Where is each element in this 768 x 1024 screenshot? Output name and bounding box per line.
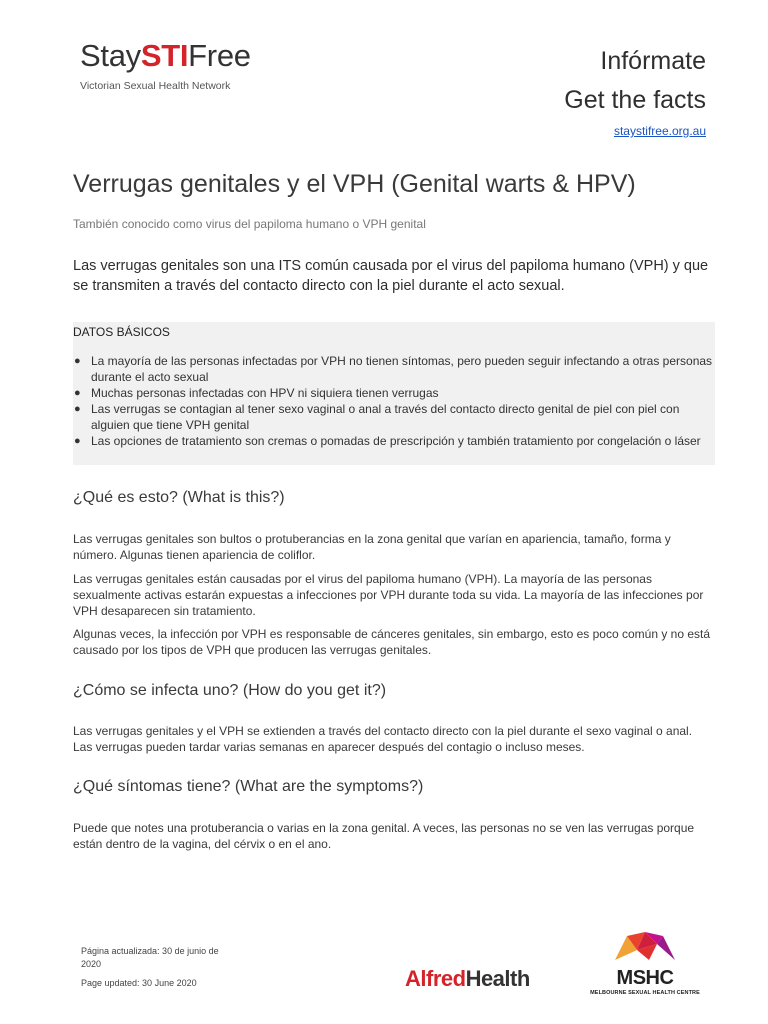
alfred-health-logo: AlfredHealth <box>405 966 530 991</box>
section-paragraph: Las verrugas genitales están causadas por el virus del papiloma humano (VPH). La mayoría de las personas sexualmente activas estarán expuestas a infecciones por VPH durante toda su vida. La mayoría de las infecciones por VPH desaparecen sin tratamiento. <box>73 572 704 618</box>
logo-subtitle: Victorian Sexual Health Network <box>80 80 231 92</box>
mshc-name: MSHC <box>616 967 674 989</box>
updated-date-es: Página actualizada: 30 de junio de 2020 <box>81 946 219 969</box>
section-paragraph: Las verrugas genitales y el VPH se extienden a través del contacto directo con la piel durante el sexo vaginal o anal. Las verrugas pueden tardar varias semanas en aparecer después del contagio o incluso meses. <box>73 724 693 754</box>
section-paragraph: Puede que notes una protuberancia o varias en la zona genital. A veces, las personas no se ven las verrugas porque están dentro de la vagina, del cérvix o en el ano. <box>73 821 695 851</box>
facts-list-item: ● Las verrugas se contagian al tener sexo vaginal o anal a través del contacto directo genital de piel con piel con alguien que tiene VPH genital <box>74 402 680 432</box>
facts-list-item: ● La mayoría de las personas infectadas por VPH no tienen síntomas, pero pueden seguir infectando a otras personas durante el acto sexual <box>74 354 713 384</box>
facts-list-item: ● Las opciones de tratamiento son cremas o pomadas de prescripción y también tratamiento por congelación o láser <box>74 434 701 448</box>
bullet-icon: ● <box>74 355 81 367</box>
section-heading-symptoms: ¿Qué síntomas tiene? (What are the symptoms?) <box>73 778 424 795</box>
bullet-icon: ● <box>74 403 81 415</box>
header-right <box>564 42 706 138</box>
bullet-icon: ● <box>74 387 81 399</box>
intro-paragraph: Las verrugas genitales son una ITS común causada por el virus del papiloma humano (VPH) y que se transmiten a través del contacto directo con la piel durante el acto sexual. <box>73 258 709 294</box>
section-heading-what-is: ¿Qué es esto? (What is this?) <box>73 489 285 506</box>
bullet-icon: ● <box>74 435 81 447</box>
staystifree-logo <box>80 40 251 92</box>
mshc-subtitle: MELBOURNE SEXUAL HEALTH CENTRE <box>590 990 700 996</box>
page-title: Verrugas genitales y el VPH (Genital warts & HPV) <box>73 170 636 198</box>
section-paragraph: Las verrugas genitales son bultos o protuberancias en la zona genital que varían en apariencia, tamaño, forma y número. Algunas tienen apariencia de coliflor. <box>73 532 671 562</box>
header-line-get-facts: Get the facts <box>564 86 706 114</box>
header-line-informate: Infórmate <box>600 47 706 75</box>
updated-date-en: Page updated: 30 June 2020 <box>81 978 197 988</box>
facts-list <box>73 353 715 449</box>
website-link[interactable]: staystifree.org.au <box>613 124 706 138</box>
logo-wordmark: StaySTIFree <box>80 38 251 73</box>
page-subtitle: También conocido como virus del papiloma humano o VPH genital <box>73 217 426 231</box>
section-heading-how-get: ¿Cómo se infecta uno? (How do you get it?) <box>73 682 387 699</box>
mshc-logo <box>585 930 705 996</box>
mshc-logo-icon <box>613 930 677 962</box>
facts-list-item: ● Muchas personas infectadas con HPV ni siquiera tienen verrugas <box>74 386 439 400</box>
section-paragraph: Algunas veces, la infección por VPH es responsable de cánceres genitales, sin embargo, esto es poco común y no está causado por los tipos de VPH que producen las verrugas genitales. <box>73 627 711 657</box>
facts-box <box>73 322 715 465</box>
facts-title: DATOS BÁSICOS <box>73 325 170 339</box>
